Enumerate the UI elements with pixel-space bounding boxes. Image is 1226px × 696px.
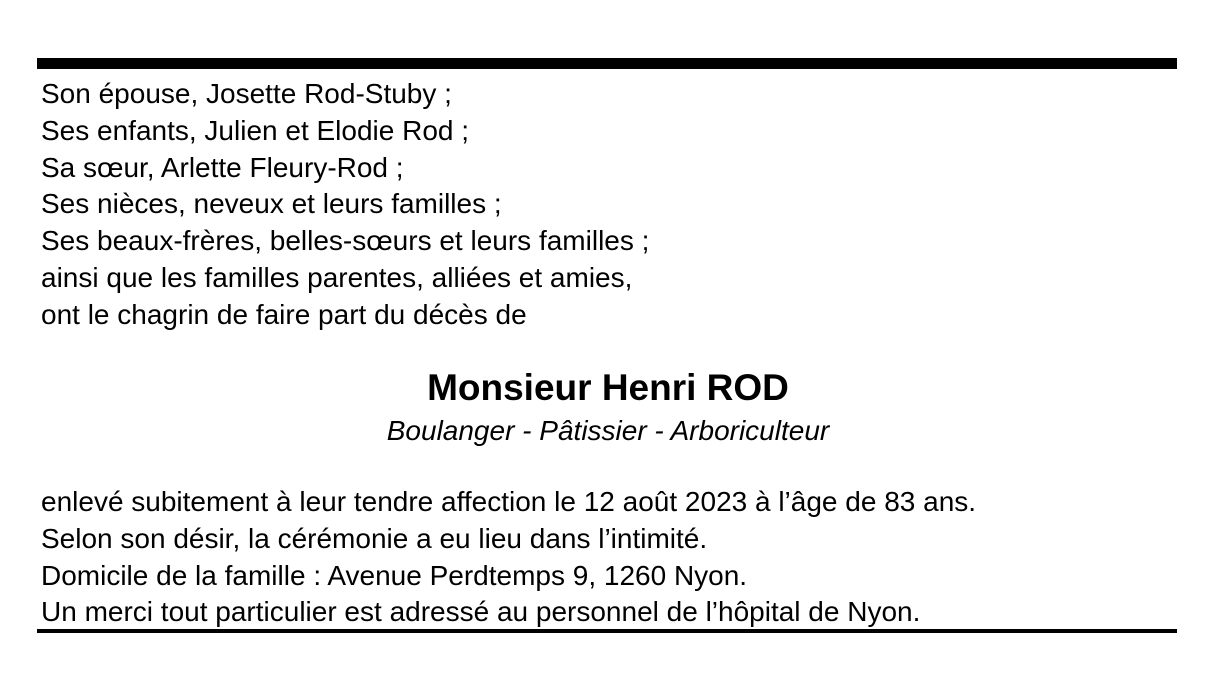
family-line-sister: Sa sœur, Arlette Fleury-Rod ;	[41, 151, 404, 183]
family-line-children: Ses enfants, Julien et Elodie Rod ;	[41, 114, 470, 146]
details-line-ceremony: Selon son désir, la cérémonie a eu lieu dans l’intimité.	[41, 522, 708, 554]
family-line-nieces-nephews: Ses nièces, neveux et leurs familles ;	[41, 188, 502, 220]
family-announcement	[41, 76, 649, 334]
family-line-spouse: Son épouse, Josette Rod-Stuby ;	[41, 78, 452, 109]
obituary-details	[41, 484, 976, 631]
details-line-address: Domicile de la famille : Avenue Perdtemps 9, 1260 Nyon.	[41, 559, 748, 591]
bottom-rule	[37, 629, 1177, 633]
deceased-name: Monsieur Henri ROD	[427, 367, 789, 408]
deceased-professions: Boulanger - Pâtissier - Arboriculteur	[386, 415, 830, 446]
family-line-relatives: ainsi que les familles parentes, alliées et amies,	[41, 261, 633, 293]
family-line-in-laws: Ses beaux-frères, belles-sœurs et leurs familles ;	[41, 225, 650, 257]
details-line-thanks: Un merci tout particulier est adressé au personnel de l’hôpital de Nyon.	[41, 596, 921, 628]
top-rule	[37, 58, 1177, 69]
family-line-announcement: ont le chagrin de faire part du décès de	[41, 298, 527, 330]
details-line-death: enlevé subitement à leur tendre affection le 12 août 2023 à l’âge de 83 ans.	[41, 486, 977, 517]
